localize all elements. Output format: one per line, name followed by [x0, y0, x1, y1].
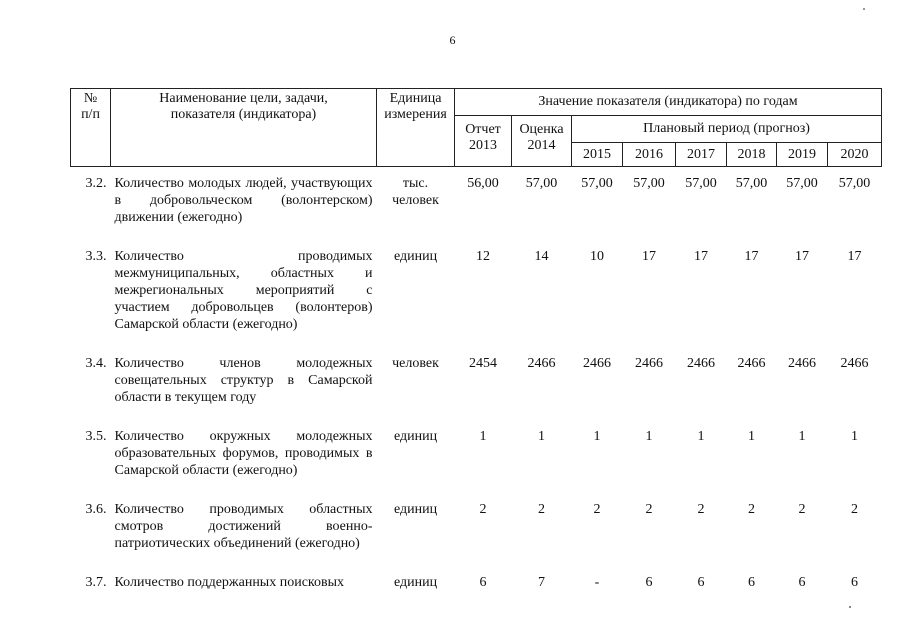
- header-report: Отчет 2013: [455, 116, 512, 167]
- value-2013: 56,00: [467, 176, 499, 191]
- value-2018: 6: [748, 575, 755, 590]
- table-row: [71, 568, 882, 607]
- table-row: [71, 167, 882, 243]
- value-2014: 14: [534, 249, 549, 264]
- value-2014: 7: [538, 575, 545, 590]
- value-2019: 17: [795, 249, 809, 264]
- table-header: [71, 89, 882, 167]
- value-2013: 2454: [469, 356, 497, 371]
- value-2020: 17: [847, 249, 862, 264]
- row-number: 3.2.: [85, 176, 107, 191]
- value-2015: 1: [593, 429, 601, 444]
- row-number: 3.5.: [85, 429, 107, 444]
- header-year-2018: 2018: [727, 143, 777, 167]
- value-2017: 2: [697, 502, 705, 517]
- unit-of-measure: единиц: [393, 575, 438, 590]
- unit-of-measure: единиц: [393, 249, 438, 264]
- value-2013: 12: [476, 249, 490, 264]
- table-row: [71, 422, 882, 495]
- value-2019: 57,00: [786, 176, 818, 191]
- value-2017: 2466: [687, 356, 715, 371]
- header-year-2017: 2017: [676, 143, 727, 167]
- header-estimate: Оценка 2014: [512, 116, 572, 167]
- value-2019: 6: [798, 575, 806, 590]
- value-2016: 57,00: [633, 176, 665, 191]
- value-2018: 2466: [737, 356, 766, 371]
- value-2017: 1: [697, 429, 705, 444]
- value-2018: 17: [744, 249, 759, 264]
- value-2013: 2: [479, 502, 487, 517]
- table-row: [71, 495, 882, 568]
- value-2014: 2: [538, 502, 545, 517]
- value-2018: 2: [748, 502, 755, 517]
- indicator-name: Количество проводимых областных смотров достижений военно-патриотических объединений (ежегодно): [114, 502, 373, 551]
- value-2016: 2: [645, 502, 653, 517]
- header-year-2020: 2020: [828, 143, 882, 167]
- value-2016: 2466: [635, 356, 663, 371]
- value-2014: 2466: [527, 356, 556, 371]
- value-2019: 2466: [788, 356, 816, 371]
- value-2019: 1: [798, 429, 806, 444]
- unit-of-measure: человек: [392, 356, 439, 371]
- value-2016: 17: [642, 249, 656, 264]
- indicator-name: Количество поддержанных поисковых: [114, 575, 345, 590]
- row-number: 3.6.: [85, 502, 107, 517]
- row-number: 3.4.: [85, 356, 107, 371]
- unit-of-measure: единиц: [393, 429, 438, 444]
- row-number: 3.7.: [85, 575, 107, 590]
- value-2018: 57,00: [735, 176, 768, 191]
- table-body: [71, 167, 882, 608]
- header-year-2015: 2015: [572, 143, 623, 167]
- header-unit: Единица измерения: [377, 89, 455, 167]
- indicators-table: [70, 88, 882, 607]
- value-2015: 10: [590, 249, 604, 264]
- value-2020: 1: [851, 429, 858, 444]
- value-2014: 1: [538, 429, 545, 444]
- value-2015: 2: [593, 502, 601, 517]
- header-values-group: Значение показателя (индикатора) по годам: [455, 89, 882, 116]
- indicator-name: Количество членов молодежных совещательных структур в Самарской области в текущем году: [114, 356, 373, 405]
- value-2013: 1: [479, 429, 487, 444]
- header-year-2016: 2016: [623, 143, 676, 167]
- header-num: № п/п: [71, 89, 111, 167]
- header-plan-period: Плановый период (прогноз): [572, 116, 882, 143]
- value-2016: 6: [645, 575, 653, 590]
- value-2013: 6: [479, 575, 487, 590]
- value-2020: 2: [851, 502, 858, 517]
- value-2015: -: [594, 575, 600, 590]
- value-2020: 6: [851, 575, 858, 590]
- indicator-name: Количество молодых людей, участвующих в добровольческом (волонтерском) движении (ежегодно): [114, 176, 373, 225]
- row-number: 3.3.: [85, 249, 107, 264]
- value-2017: 6: [697, 575, 705, 590]
- value-2016: 1: [645, 429, 653, 444]
- value-2017: 17: [694, 249, 708, 264]
- page-number: 6: [449, 33, 456, 47]
- scan-mark: [849, 606, 851, 608]
- value-2018: 1: [748, 429, 755, 444]
- scan-mark: [863, 8, 865, 10]
- value-2015: 57,00: [581, 176, 613, 191]
- value-2020: 2466: [840, 356, 869, 371]
- table-row: [71, 349, 882, 422]
- table-row: [71, 242, 882, 349]
- unit-of-measure: единиц: [393, 502, 438, 517]
- value-2015: 2466: [583, 356, 611, 371]
- value-2017: 57,00: [685, 176, 717, 191]
- unit-of-measure: тыс. человек: [392, 176, 439, 208]
- value-2014: 57,00: [525, 176, 558, 191]
- header-year-2019: 2019: [777, 143, 828, 167]
- indicator-name: Количество проводимых межмуниципальных, областных и межрегиональных мероприятий с участием добровольцев (волонтеров) Самарской области (ежегодно): [114, 249, 373, 332]
- value-2019: 2: [798, 502, 806, 517]
- value-2020: 57,00: [838, 176, 871, 191]
- indicator-name: Количество окружных молодежных образовательных форумов, проводимых в Самарской области (ежегодно): [114, 429, 373, 478]
- header-name: Наименование цели, задачи, показателя (индикатора): [111, 89, 377, 167]
